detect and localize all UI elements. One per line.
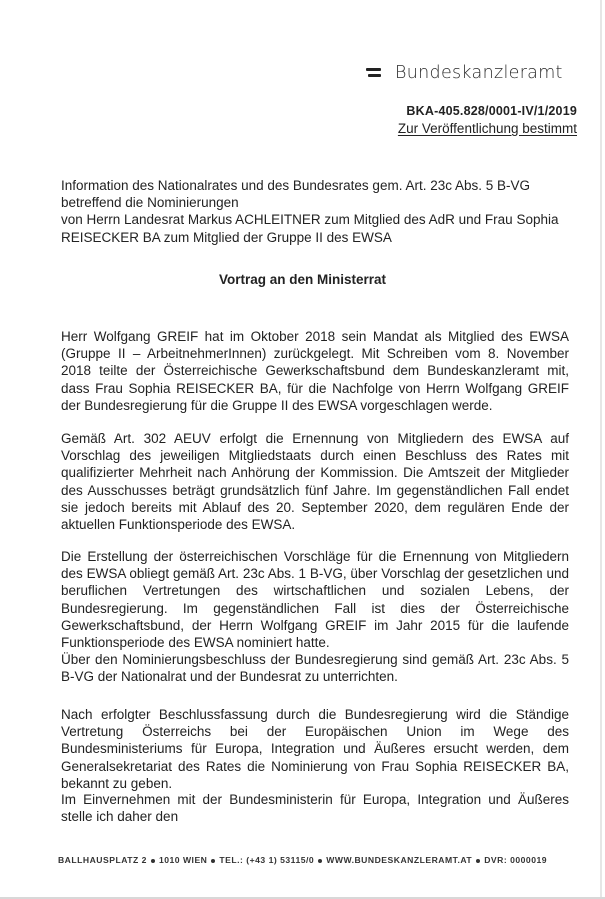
footer-dvr: DVR: 0000019 [484,855,548,865]
bullet-separator-icon [318,859,322,863]
subject-line: Information des Nationalrates und des Bundesrates gem. Art. 23c Abs. 5 B-VG [61,178,531,193]
letterhead-logo [366,60,563,86]
bullet-separator-icon [211,859,215,863]
subject-line: betreffend die Nominierungen [61,195,239,211]
bka-logo-icon [366,67,381,79]
publication-note: Zur Veröffentlichung bestimmt [397,121,577,136]
footer-address: BALLHAUSPLATZ 2 [57,855,147,865]
subject-line: REISECKER BA zum Mitglied der Gruppe II des EWSA [61,229,392,245]
bullet-separator-icon [476,859,480,863]
footer-city: 1010 WIEN [158,855,208,865]
footer-website: WWW.BUNDESKANZLERAMT.AT [326,855,473,865]
paragraph: Herr Wolfgang GREIF hat im Oktober 2018 sein Mandat als Mitglied des EWSA (Gruppe II – ArbeitnehmerInnen) zurückgelegt. Mit Schreiben vom 8. November 2018 teilte der Österreichische Gewerkschaftsbund dem Bundeskanzleramt mit, dass Frau Sophia REISECKER BA, für die Nachfolge von Herrn Wolfgang GREIF der Bundesregierung für die Gruppe II des EWSA vorgeschlagen werde. [61,329,569,413]
logo-text: Bundeskanzleramt [395,63,563,83]
paragraph: Gemäß Art. 302 AEUV erfolgt die Ernennung von Mitgliedern des EWSA auf Vorschlag des jeweiligen Mitgliedstaats durch einen Beschluss des Rates mit qualifizierter Mehrheit nach Anhörung der Kommission. Die Amtszeit der Mitglieder des Ausschusses beträgt grundsätzlich fünf Jahre. Im gegenständlichen Fall endet sie jedoch bereits mit Ablauf des 20. September 2020, dem regulären Ende der aktuellen Funktionsperiode des EWSA. [61,431,569,533]
paragraph: Über den Nominierungsbeschluss der Bundesregierung sind gemäß Art. 23c Abs. 5 B-VG der Nationalrat und der Bundesrat zu unterrichten. [61,652,569,685]
document-reference: BKA-405.828/0001-IV/1/2019 [406,104,577,118]
page-edge-right [600,0,602,899]
paragraph: Im Einvernehmen mit der Bundesministerin für Europa, Integration und Äußeres stelle ich daher den [61,792,569,825]
subject-block [61,177,569,246]
subject-line: von Herrn Landesrat Markus ACHLEITNER zum Mitglied des AdR und Frau Sophia [61,212,559,228]
bullet-separator-icon [151,859,155,863]
section-heading: Vortrag an den Ministerrat [218,272,387,287]
letterhead-footer [0,855,605,865]
paragraph: Nach erfolgter Beschlussfassung durch die Bundesregierung wird die Ständige Vertretung Österreichs bei der Europäischen Union im Wege des Bundesministeriums für Europa, Integration und Äußeres ersucht werden, dem Generalsekretariat des Rates die Nominierung von Frau Sophia REISECKER BA, bekannt zu geben. [61,707,569,791]
footer-phone: TEL.: (+43 1) 53115/0 [219,855,315,865]
paragraph: Die Erstellung der österreichischen Vorschläge für die Ernennung von Mitgliedern des EWSA obliegt gemäß Art. 23c Abs. 1 B-VG, über Vorschlag der gesetzlichen und beruflichen Vertretungen des wirtschaftlichen und sozialen Lebens, der Bundesregierung. Im gegenständlichen Fall ist dies der Österreichische Gewerkschaftsbund, der Herrn Wolfgang GREIF im Jahr 2015 für die laufende Funktionsperiode des EWSA nominiert hatte. [61,549,569,651]
